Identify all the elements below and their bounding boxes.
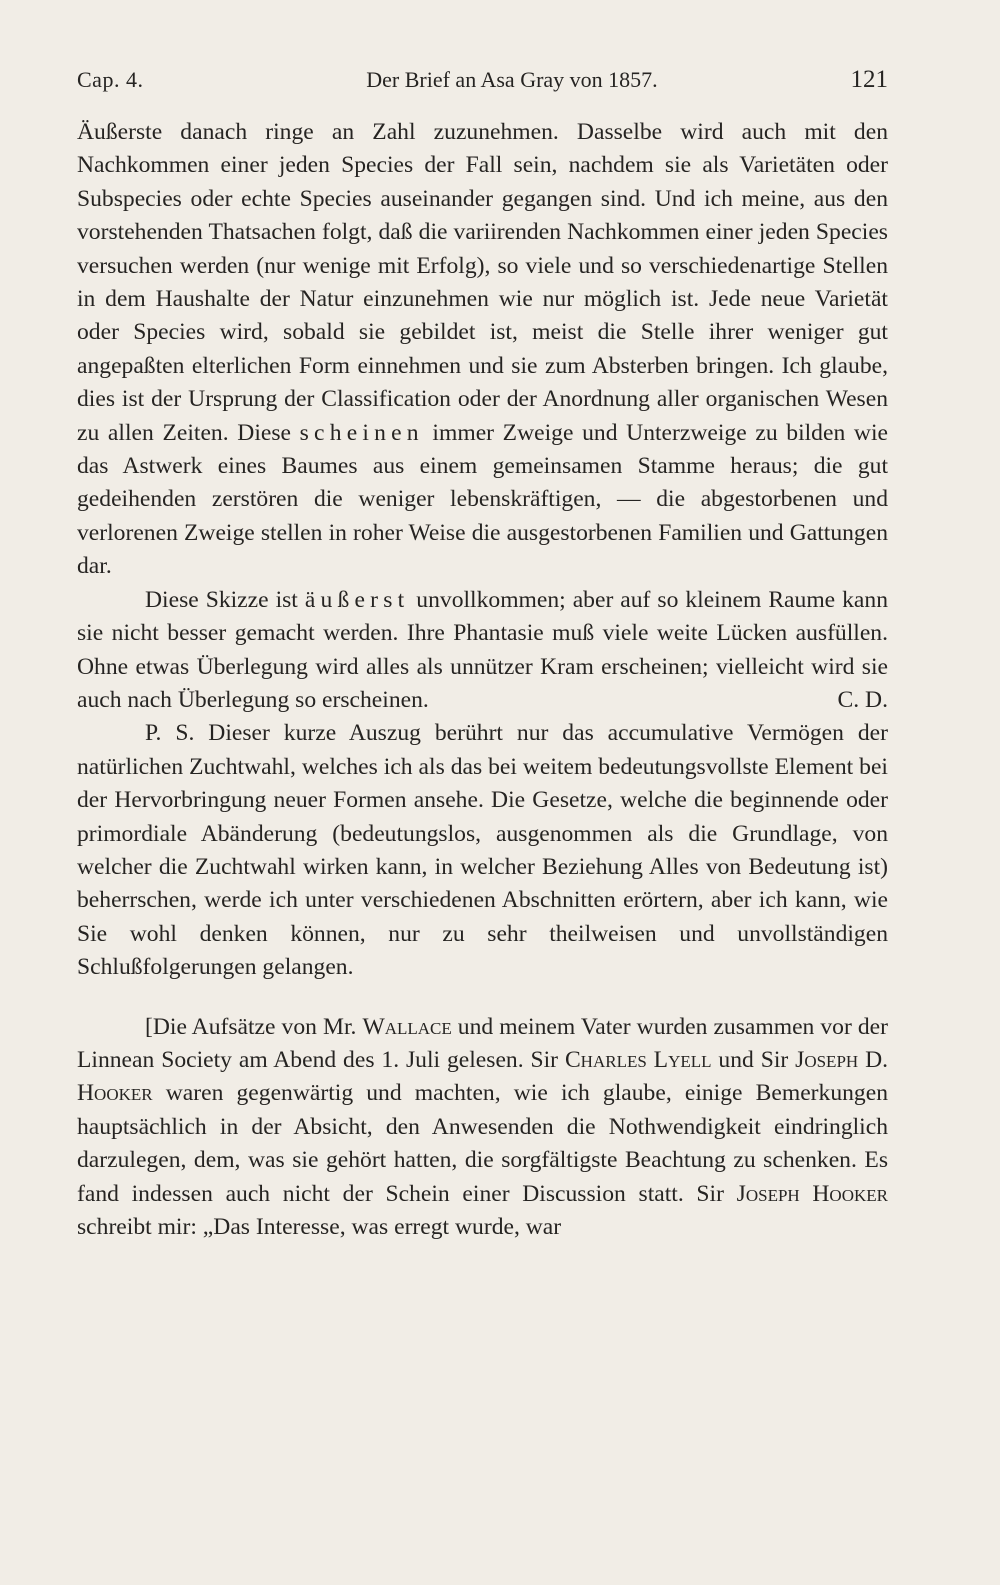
spaced-emphasis-scheinen: scheinen <box>299 419 424 446</box>
name-hooker: Hooker <box>77 1080 153 1107</box>
paragraph-1-text-a: Äußerste danach ringe an Zahl zuzunehmen. Dasselbe wird auch mit den Nachkommen einer jeden Species der Fall sein, nachdem sie als Varietäten oder Subspecies oder echte Species auseinander gegangen sind. Und ich meine, aus den vorstehenden Thatsachen folgt, daß die variirenden Nachkommen einer jeden Species versuchen werden (nur wenige mit Erfolg), so viele und so verschiedenartige Stellen in dem Haushalte der Natur einzunehmen wie nur möglich ist. Jede neue Varietät oder Species wird, sobald sie gebildet ist, meist die Stelle ihrer weniger gut angepaßten elterlichen Form einnehmen und sie zum Absterben bringen. Ich glaube, dies ist der Ursprung der Classification oder der Anordnung aller organischen Wesen zu allen Zeiten. Diese <box>77 119 888 446</box>
paragraph-4-text-b: und meinem Vater wurden zusammen vor der Linnean Society am Abend des 1. Juli gelesen. Sir <box>77 1013 888 1073</box>
paragraph-4-text-e: waren gegenwärtig und machten, wie ich glaube, einige Bemerkungen hauptsächlich in der Absicht, den Anwesenden die Nothwendigkeit eindringlich darzulegen, dem, was sie gehört hatten, die sorgfältigste Beachtung zu schenken. Es fand indessen auch nicht der Schein einer Discussion statt. Sir <box>77 1080 888 1207</box>
running-title: Der Brief an Asa Gray von 1857. <box>366 67 658 92</box>
paragraph-4-text-d: D. <box>858 1046 889 1073</box>
paragraph-1-text-b: immer Zweige und Unterzweige zu bilden wie das Astwerk eines Baumes aus einem gemeinsamen Stamme heraus; die gut gedeihenden zerstören die weniger lebenskräftigen, — die abgestorbenen und verlorenen Zweige stellen in roher Weise die ausgestorbenen Familien und Gattungen dar. <box>77 419 888 580</box>
paragraph-4-text-c: und Sir <box>711 1046 796 1073</box>
paragraph-2-text-b: unvollkommen; aber auf so kleinem Raume kann sie nicht besser gemacht werden. Ihre Phantasie muß viele weite Lücken ausfüllen. Ohne etwas Überlegung wird alles als unnützer Kram erscheinen; vielleicht wird sie auch nach Überlegung so erscheinen. <box>77 586 888 713</box>
paragraph-postscript: P. S. Dieser kurze Auszug berührt nur das accumulative Vermögen der natürlichen Zuchtwahl, welches ich als das bei weitem bedeutungsvollste Element bei der Hervorbringung neuer Formen ansehe. Die Gesetze, welche die beginnende oder primordiale Abänderung (bedeutungslos, ausgenommen als die Grundlage, von welcher die Zuchtwahl wirken kann, in welcher Beziehung Alles von Bedeutung ist) beherrschen, werde ich unter verschiedenen Abschnitten erörtern, aber ich kann, wie Sie wohl denken können, nur zu sehr theilweisen und unvollständigen Schlußfolgerungen gelangen. <box>77 720 888 981</box>
name-wallace: Wallace <box>362 1013 452 1040</box>
name-joseph: Joseph <box>795 1046 859 1073</box>
running-header <box>77 66 888 102</box>
paragraph-4-text-f: schreibt mir: „Das Interesse, was erregt wurde, war <box>77 1214 562 1240</box>
paragraph-editorial-note <box>77 1011 888 1245</box>
chapter-label: Cap. 4. <box>77 67 144 92</box>
paragraph-2 <box>77 584 888 718</box>
paragraph-1 <box>77 116 888 584</box>
spaced-emphasis-ausserst: äußerst <box>304 586 410 613</box>
name-lyell: Charles Lyell <box>564 1046 712 1073</box>
signature-initials: C. D. <box>837 686 888 713</box>
name-joseph-hooker: Joseph Hooker <box>736 1180 888 1207</box>
paragraph-4-text-a: [Die Aufsätze von Mr. <box>145 1013 363 1040</box>
page-number: 121 <box>850 66 888 93</box>
paragraph-2-text-a: Diese Skizze ist <box>145 586 305 613</box>
